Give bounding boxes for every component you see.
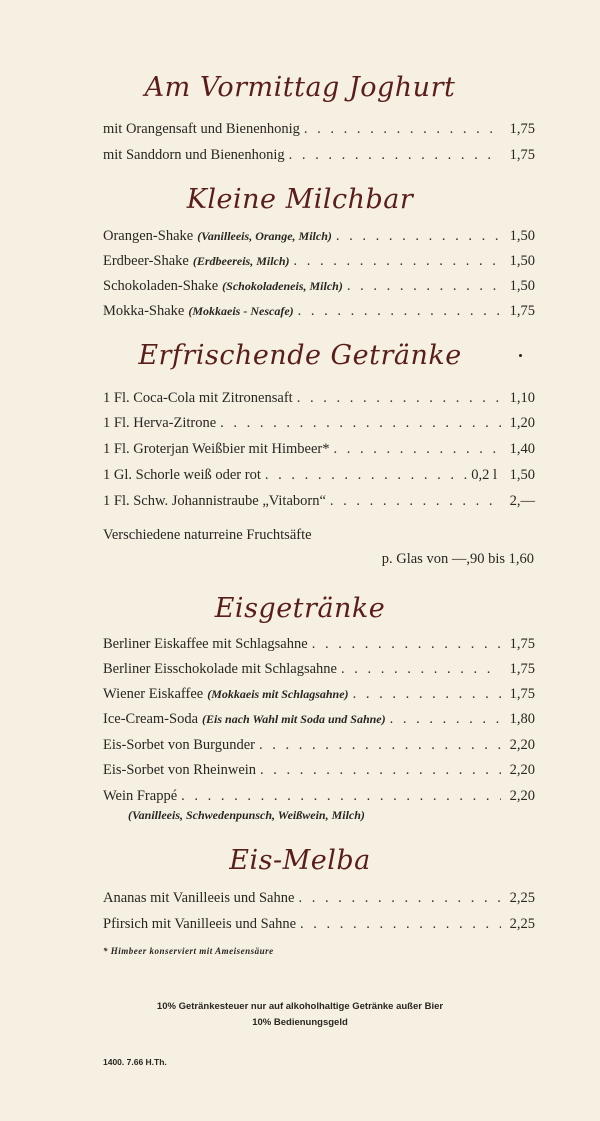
item-name: 1 Fl. Groterjan Weißbier mit Himbeer*: [103, 441, 330, 457]
item-price: 1,50: [509, 253, 535, 269]
item-name: Berliner Eiskaffee mit Schlagsahne: [103, 636, 308, 652]
item-price: 1,50: [509, 278, 535, 294]
leader-dots: [390, 711, 501, 728]
leader-dots: [259, 737, 501, 754]
menu-item: [103, 762, 535, 779]
item-price: 1,75: [509, 686, 535, 702]
menu-item: [103, 686, 535, 703]
menu-item: [103, 636, 535, 653]
item-name: 1 Gl. Schorle weiß oder rot: [103, 467, 261, 483]
item-name: Mokka-Shake: [103, 303, 185, 319]
leader-dots: [334, 441, 502, 458]
menu-item: [103, 916, 535, 933]
menu-item: [103, 788, 535, 805]
leader-dots: [220, 415, 501, 432]
leader-dots: [312, 636, 501, 653]
item-note: (Vanilleeis, Orange, Milch): [197, 229, 332, 243]
tax-note-2: 10% Bedienungsgeld: [252, 1017, 348, 1028]
leader-dots: [336, 228, 501, 245]
leader-dots: [265, 467, 467, 484]
menu-item: [103, 737, 535, 754]
menu-item: [103, 441, 535, 458]
item-name: Berliner Eisschokolade mit Schlagsahne: [103, 661, 337, 677]
menu-item: [103, 890, 535, 907]
item-name: Ice-Cream-Soda: [103, 711, 199, 727]
heading-melba: Eis-Melba: [229, 845, 371, 876]
item-price: 1,50: [509, 228, 535, 244]
juice-line: Verschiedene naturreine Fruchtsäfte: [103, 527, 312, 543]
leader-dots: [347, 278, 501, 295]
item-price: 1,75: [509, 121, 535, 137]
item-note: (Schokoladeneis, Milch): [222, 279, 343, 293]
leader-dots: [300, 916, 501, 933]
item-price: 1,75: [509, 147, 535, 163]
item-price: 1,80: [509, 711, 535, 727]
item-price: 2,20: [509, 737, 535, 753]
item-name: Orangen-Shake: [103, 228, 194, 244]
item-note: (Eis nach Wahl mit Soda und Sahne): [202, 712, 386, 726]
item-price: 2,25: [509, 890, 535, 906]
heading-joghurt: Am Vormittag Joghurt: [144, 72, 456, 103]
item-name: 1 Fl. Schw. Johannistraube „Vitaborn“: [103, 493, 326, 509]
ink-speck: [519, 354, 522, 357]
menu-item: [103, 390, 535, 407]
item-name: Wiener Eiskaffee: [103, 686, 204, 702]
item-price: 2,—: [509, 493, 535, 509]
item-quantity: 0,2 l: [471, 467, 497, 483]
leader-dots: [181, 788, 501, 805]
heading-milchbar: Kleine Milchbar: [186, 184, 414, 215]
item-name: Wein Frappé: [103, 788, 178, 804]
menu-item: [103, 415, 535, 432]
menu-item: [103, 278, 535, 295]
item-name: Erdbeer-Shake: [103, 253, 189, 269]
leader-dots: [260, 762, 501, 779]
item-name: Schokoladen-Shake: [103, 278, 219, 294]
item-name: mit Orangensaft und Bienenhonig: [103, 121, 300, 137]
item-price: 2,20: [509, 762, 535, 778]
item-name: mit Sanddorn und Bienenhonig: [103, 147, 285, 163]
item-name: Ananas mit Vanilleeis und Sahne: [103, 890, 295, 906]
item-note: (Mokkaeis mit Schlagsahne): [207, 687, 349, 701]
leader-dots: [298, 303, 501, 320]
heading-getraenke: Erfrischende Getränke: [138, 340, 462, 371]
leader-dots: [341, 661, 501, 678]
leader-dots: [289, 147, 501, 164]
menu-item: [103, 147, 535, 164]
footnote: * Himbeer konserviert mit Ameisensäure: [103, 946, 274, 956]
leader-dots: [330, 493, 501, 510]
print-code: 1400. 7.66 H.Th.: [103, 1057, 167, 1067]
leader-dots: [294, 253, 501, 270]
juice-price-line: p. Glas von —,90 bis 1,60: [381, 551, 534, 567]
leader-dots: [297, 390, 501, 407]
item-name: Eis-Sorbet von Rheinwein: [103, 762, 257, 778]
item-note: (Erdbeereis, Milch): [192, 254, 290, 268]
item-price: 2,20: [509, 788, 535, 804]
menu-item: [103, 303, 535, 320]
item-price: 2,25: [509, 916, 535, 932]
item-price: 1,50: [509, 467, 535, 483]
frappe-note: (Vanilleeis, Schwedenpunsch, Weißwein, Milch): [128, 808, 365, 822]
item-price: 1,75: [509, 636, 535, 652]
item-name: Pfirsich mit Vanilleeis und Sahne: [103, 916, 297, 932]
item-name: 1 Fl. Herva-Zitrone: [103, 415, 217, 431]
item-name: Eis-Sorbet von Burgunder: [103, 737, 255, 753]
leader-dots: [304, 121, 501, 138]
menu-item: [103, 493, 535, 510]
item-price: 1,10: [509, 390, 535, 406]
heading-eisgetraenke: Eisgetränke: [214, 593, 386, 624]
leader-dots: [353, 686, 501, 703]
item-price: 1,75: [509, 661, 535, 677]
leader-dots: [298, 890, 501, 907]
menu-item: [103, 467, 535, 484]
item-price: 1,20: [509, 415, 535, 431]
tax-note-1: 10% Getränkesteuer nur auf alkoholhaltige Getränke außer Bier: [156, 1001, 444, 1012]
menu-item: [103, 121, 535, 138]
item-note: (Mokkaeis - Nescafe): [188, 304, 294, 318]
menu-item: [103, 253, 535, 270]
menu-item: [103, 661, 535, 678]
item-name: 1 Fl. Coca-Cola mit Zitronensaft: [103, 390, 293, 406]
menu-item: [103, 228, 535, 245]
item-price: 1,75: [509, 303, 535, 319]
menu-item: [103, 711, 535, 728]
item-price: 1,40: [509, 441, 535, 457]
